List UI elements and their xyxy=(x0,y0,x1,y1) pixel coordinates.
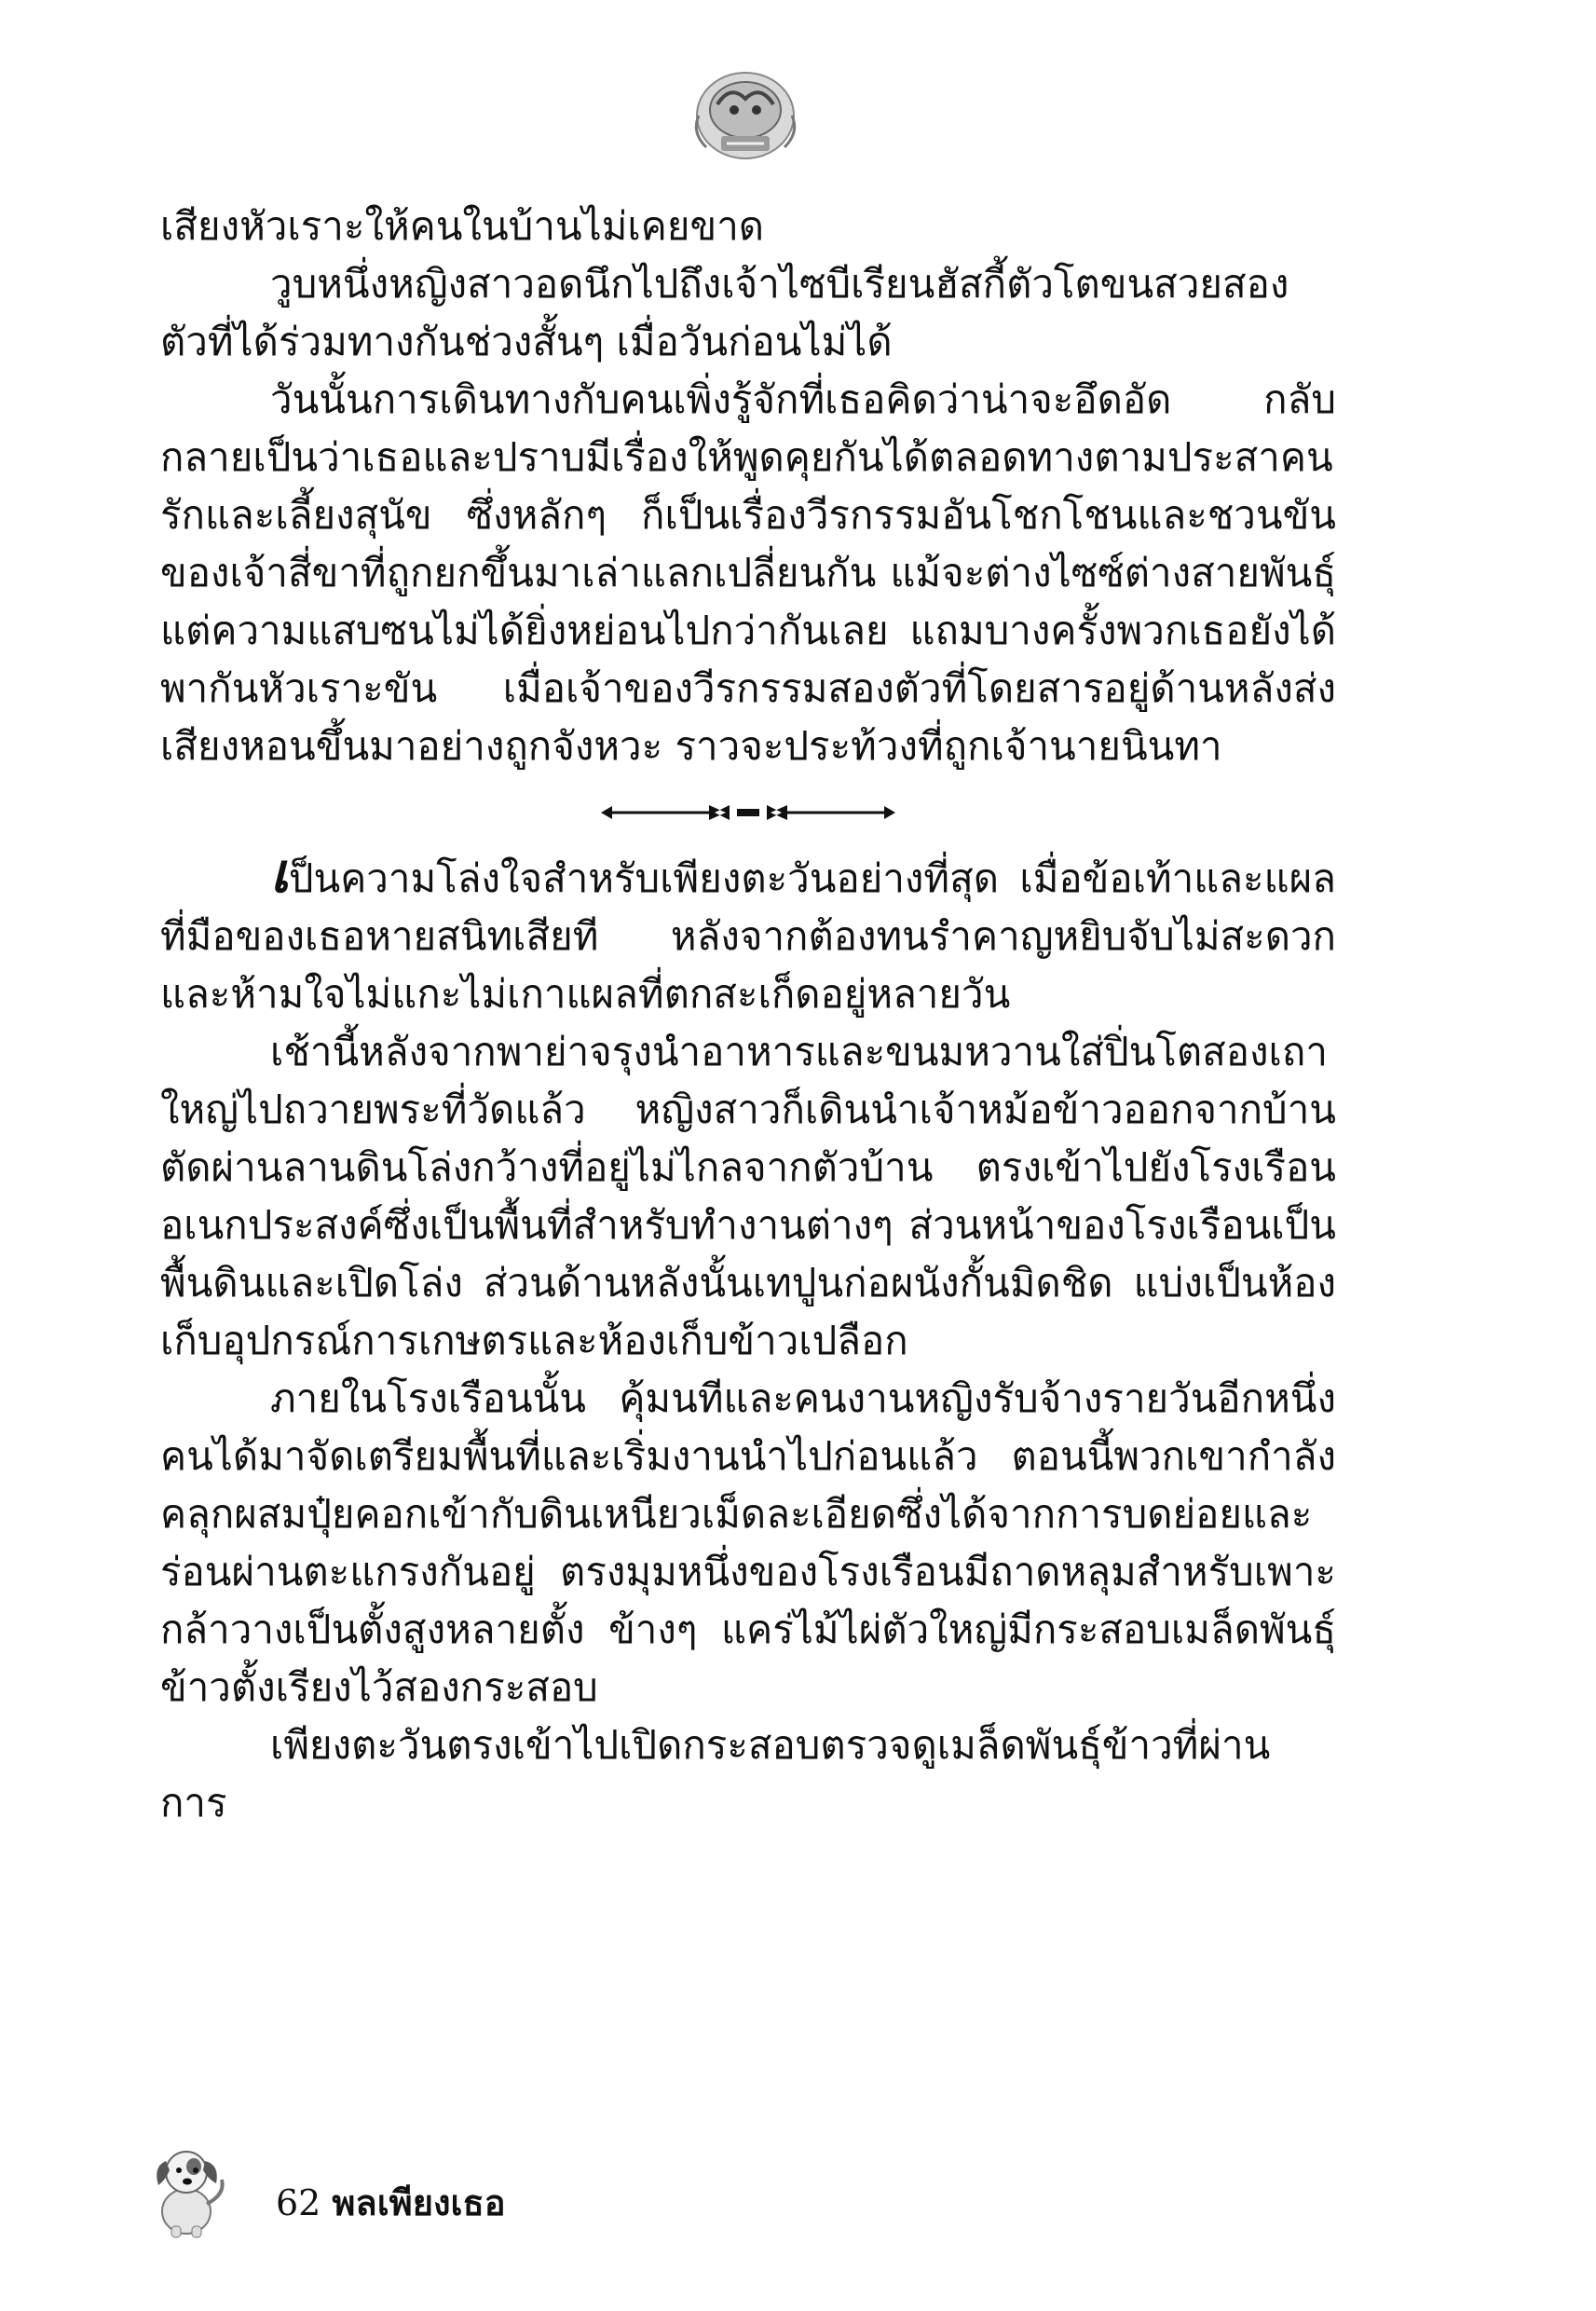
paragraph: วูบหนึ่งหญิงสาวอดนึกไปถึงเจ้าไซบีเรียนฮัสกี้ตัวโตขนสวยสองตัวที่ได้ร่วมทางกันช่วงสั้นๆ เมื่อวันก่อนไม่ได้ xyxy=(160,261,1289,364)
page-folio xyxy=(276,2180,506,2226)
page-body xyxy=(160,198,1336,1832)
paragraph: เช้านี้หลังจากพาย่าจรุงนำอาหารและขนมหวานใส่ปิ่นโตสองเถาใหญ่ไปถวายพระที่วัดแล้ว หญิงสาวก็เดินนำเจ้าหม้อข้าวออกจากบ้านตัดผ่านลานดินโล่งกว้างที่อยู่ไม่ไกลจากตัวบ้าน ตรงเข้าไปยังโรงเรือนอเนกประสงค์ซึ่งเป็นพื้นที่สำหรับทำงานต่างๆ ส่วนหน้าของโรงเรือนเป็นพื้นดินและเปิดโล่ง ส่วนด้านหลังนั้นเทปูนก่อผนังกั้นมิดชิด แบ่งเป็นห้องเก็บอุปกรณ์การเกษตรและห้องเก็บข้าวเปลือก xyxy=(160,1029,1336,1363)
drop-cap: เ xyxy=(270,841,289,905)
ornamental-divider-icon xyxy=(160,775,1336,850)
puppy-icon xyxy=(149,2139,229,2239)
page-number: 62 xyxy=(276,2182,321,2223)
paragraph: ภายในโรงเรือนนั้น คุ้มนทีและคนงานหญิงรับจ้างรายวันอีกหนึ่งคนได้มาจัดเตรียมพื้นที่และเริ่มงานนำไปก่อนแล้ว ตอนนี้พวกเขากำลังคลุกผสมปุ๋ยคอกเข้ากับดินเหนียวเม็ดละเอียดซึ่งได้จากการบดย่อยและร่อนผ่านตะแกรงกันอยู่ ตรงมุมหนึ่งของโรงเรือนมีถาดหลุมสำหรับเพาะกล้าวางเป็นตั้งสูงหลายตั้ง ข้างๆ แคร่ไม้ไผ่ตัวใหญ่มีกระสอบเมล็ดพันธุ์ข้าวตั้งเรียงไว้สองกระสอบ xyxy=(160,1375,1336,1710)
page-footer xyxy=(149,2139,708,2241)
paragraph: เสียงหัวเราะให้คนในบ้านไม่เคยขาด xyxy=(160,203,765,249)
paragraph: วันนั้นการเดินทางกับคนเพิ่งรู้จักที่เธอคิดว่าน่าจะอึดอัด กลับกลายเป็นว่าเธอและปราบมีเรื่องให้พูดคุยกันได้ตลอดทางตามประสาคนรักและเลี้ยงสุนัข ซึ่งหลักๆ ก็เป็นเรื่องวีรกรรมอันโชกโชนและชวนขันของเจ้าสี่ขาที่ถูกยกขึ้นมาเล่าแลกเปลี่ยนกัน แม้จะต่างไซซ์ต่างสายพันธุ์แต่ความแสบซนไม่ได้ยิ่งหย่อนไปกว่ากันเลย แถมบางครั้งพวกเธอยังได้พากันหัวเราะขัน เมื่อเจ้าของวีรกรรมสองตัวที่โดยสารอยู่ด้านหลังส่งเสียงหอนขึ้นมาอย่างถูกจังหวะ ราวจะประท้วงที่ถูกเจ้านายนินทา xyxy=(160,376,1336,769)
paragraph-text: ป็นความโล่งใจสำหรับเพียงตะวันอย่างที่สุด เมื่อข้อเท้าและแผลที่มือของเธอหายสนิทเสียที หลังจากต้องทนรำคาญหยิบจับไม่สะดวกและห้ามใจไม่แกะไม่เกาแผลที่ตกสะเก็ดอยู่หลายวัน xyxy=(160,855,1336,1017)
paragraph: เพียงตะวันตรงเข้าไปเปิดกระสอบตรวจดูเมล็ดพันธุ์ข้าวที่ผ่านการ xyxy=(160,1722,1271,1826)
paragraph-with-dropcap xyxy=(160,841,1336,1023)
book-title: พลเพียงเธอ xyxy=(332,2182,506,2223)
publisher-emblem-icon xyxy=(688,67,803,164)
